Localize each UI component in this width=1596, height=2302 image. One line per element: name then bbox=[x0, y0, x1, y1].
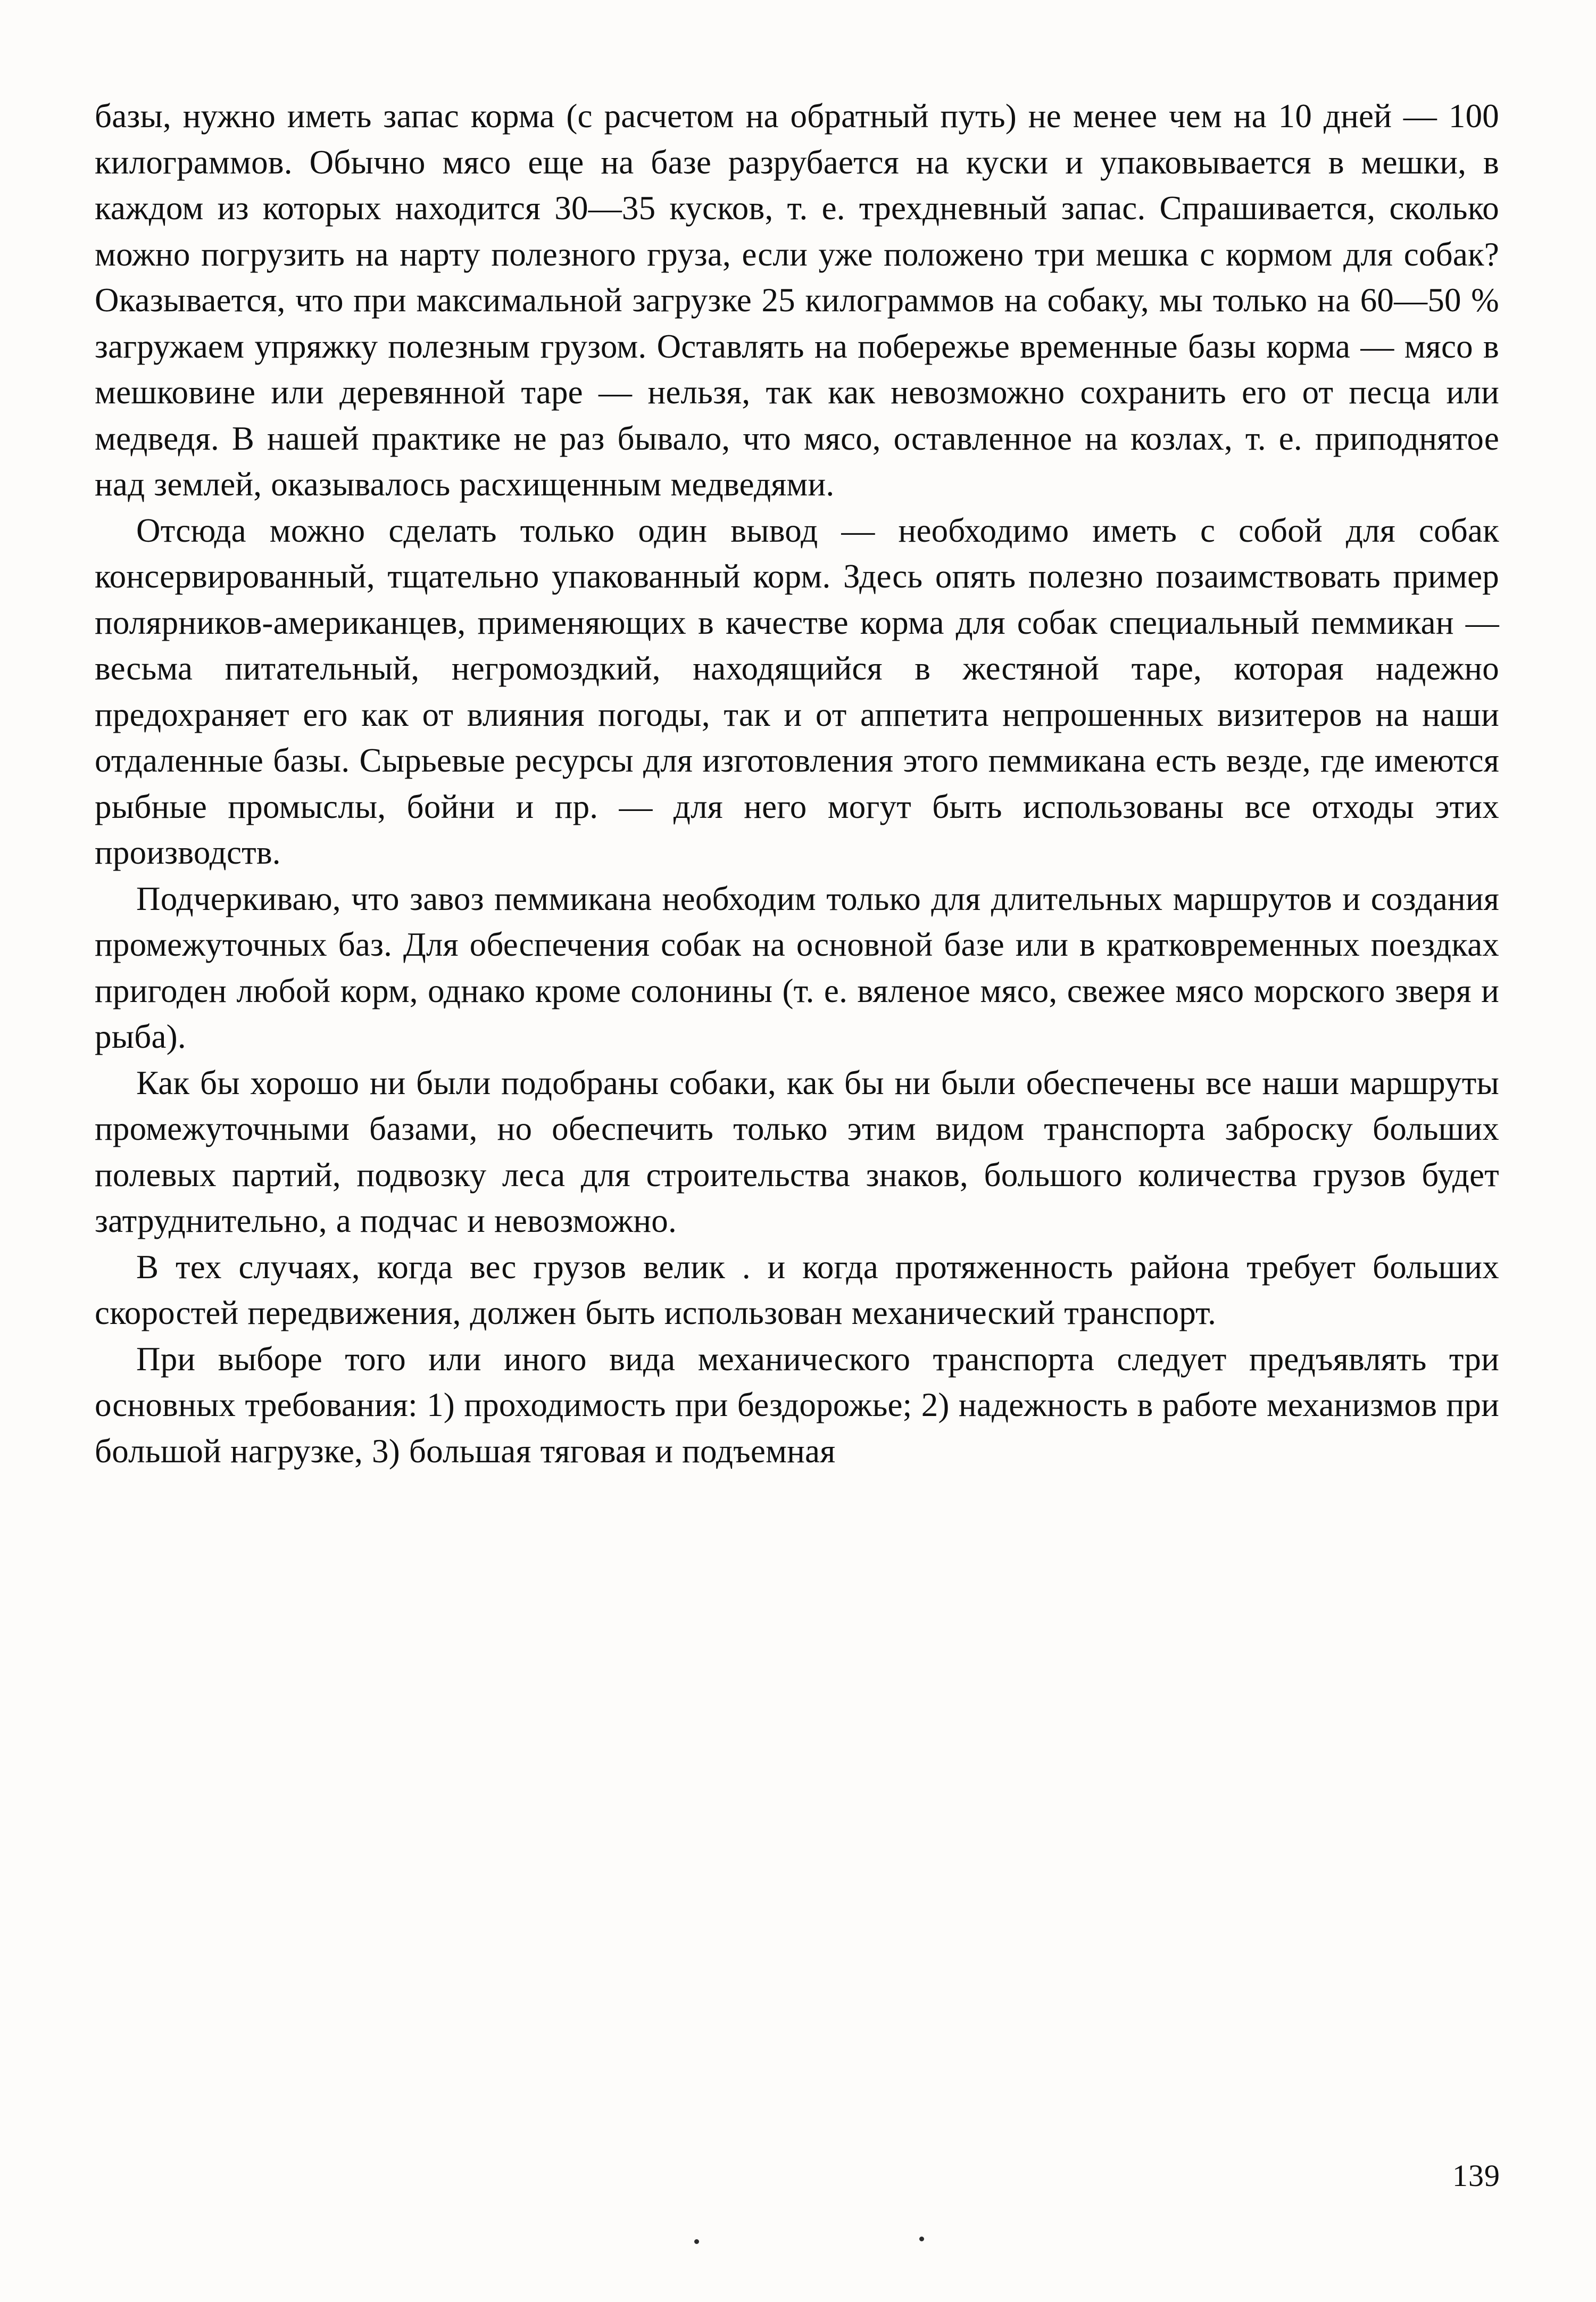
paragraph-3: Подчеркиваю, что завоз пеммикана необходим только для длительных маршрутов и создания промежуточных баз. Для обеспечения собак на основной базе или в кратковременных поездках пригоден любой корм, однако кроме солонины (т. е. вяленое мясо, свежее мясо морского зверя и рыба). bbox=[95, 880, 1499, 1055]
page-number: 139 bbox=[1452, 2158, 1500, 2193]
paragraph-6: При выборе того или иного вида механического транспорта следует предъявлять три основных требования: 1) проходимость при бездорожье; 2) надежность в работе механизмов при большой нагрузке, 3) большая тяговая и подъемная bbox=[95, 1340, 1499, 1470]
paragraph-5: В тех случаях, когда вес грузов велик . и когда протяженность района требует больших скоростей передвижения, должен быть использован механический транспорт. bbox=[95, 1248, 1499, 1331]
printing-mark-dot bbox=[694, 2239, 699, 2244]
printing-mark-dot bbox=[919, 2237, 924, 2241]
paragraph-2: Отсюда можно сделать только один вывод — необходимо иметь с собой для собак консервированный, тщательно упакованный корм. Здесь опять полезно позаимствовать пример полярников-американцев, применяющих в качестве корма для собак специальный пеммикан — весьма питательный, негромоздкий, находящийся в жестяной таре, которая надежно предохраняет его как от влияния погоды, так и от аппетита непрошенных визитеров на наши отдаленные базы. Сырьевые ресурсы для изготовления этого пеммикана есть везде, где имеются рыбные промыслы, бойни и пр. — для него могут быть использованы все отходы этих производств. bbox=[95, 511, 1499, 871]
paragraph-4: Как бы хорошо ни были подобраны собаки, как бы ни были обеспечены все наши маршруты промежуточными базами, но обеспечить только этим видом транспорта заброску больших полевых партий, подвозку леса для строительства знаков, большого количества грузов будет затруднительно, а подчас и невозможно. bbox=[95, 1064, 1499, 1239]
body-text-column bbox=[95, 93, 1499, 1474]
paragraph-1: базы, нужно иметь запас корма (с расчетом на обратный путь) не менее чем на 10 дней — 100 килограммов. Обычно мясо еще на базе разрубается на куски и упаковывается в мешки, в каждом из которых находится 30—35 кусков, т. е. трехдневный запас. Спрашивается, сколько можно погрузить на нарту полезного груза, если уже положено три мешка с кормом для собак? Оказывается, что при максимальной загрузке 25 килограммов на собаку, мы только на 60—50 % загружаем упряжку полезным грузом. Оставлять на побережье временные базы корма — мясо в мешковине или деревянной таре — нельзя, так как невозможно сохранить его от песца или медведя. В нашей практике не раз бывало, что мясо, оставленное на козлах, т. е. приподнятое над землей, оказывалось расхищенным медведями. bbox=[95, 97, 1499, 503]
